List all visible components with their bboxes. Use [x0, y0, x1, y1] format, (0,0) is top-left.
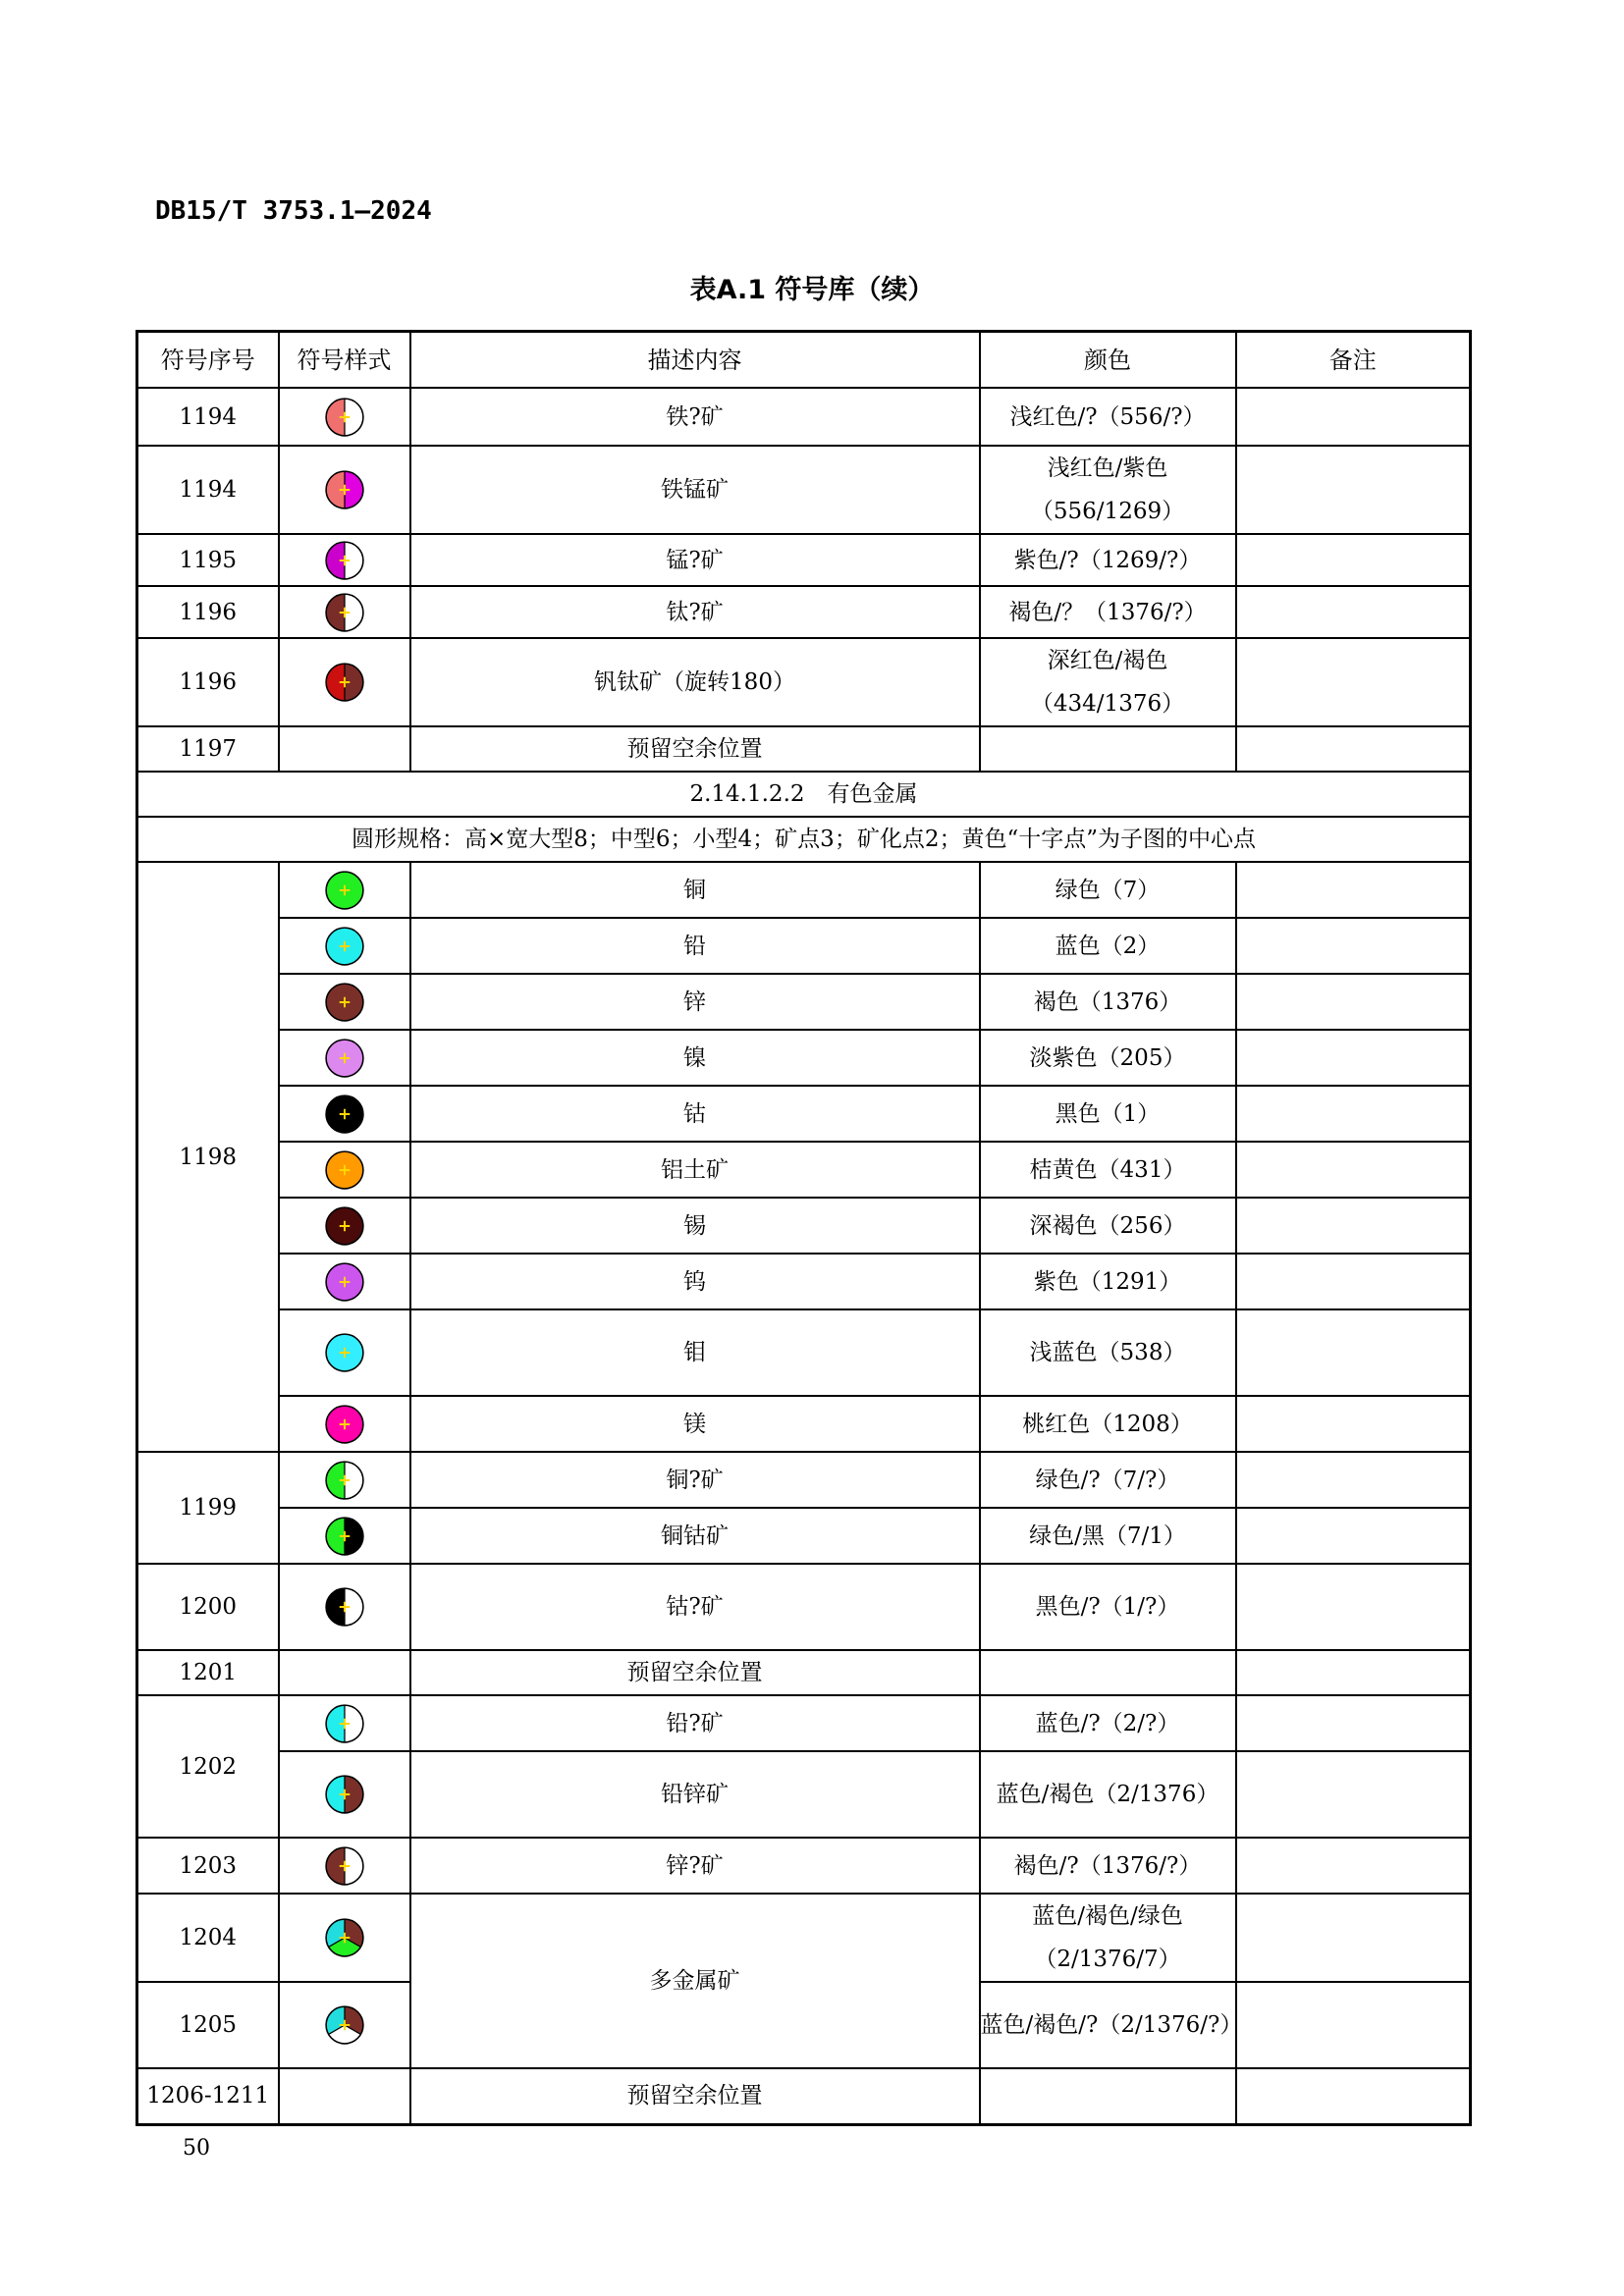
cell-color: 黑色/?（1/?） — [980, 1564, 1236, 1650]
nickel-icon — [324, 1038, 365, 1079]
table-header-row — [137, 332, 1471, 389]
cell-color: 深褐色（256） — [980, 1198, 1236, 1254]
polymetallic-mine-icon — [324, 1917, 365, 1958]
table-row — [137, 1650, 1471, 1695]
cell-num: 1205 — [137, 1982, 279, 2068]
cell-note — [1236, 974, 1471, 1030]
cell-num: 1200 — [137, 1564, 279, 1650]
cell-symbol — [279, 388, 410, 446]
cell-color: 桔黄色（431） — [980, 1142, 1236, 1198]
table-row — [137, 1508, 1471, 1564]
col-header-num: 符号序号 — [137, 332, 279, 389]
cell-symbol — [279, 1309, 410, 1396]
table-row — [137, 1564, 1471, 1650]
cell-note — [1236, 1650, 1471, 1695]
col-header-desc: 描述内容 — [410, 332, 980, 389]
section-title-row — [137, 772, 1471, 817]
cell-desc: 锰?矿 — [410, 534, 980, 586]
polymetallic-mine-point-icon — [324, 2004, 365, 2046]
col-header-note: 备注 — [1236, 332, 1471, 389]
cell-desc: 钒钛矿（旋转180） — [410, 638, 980, 726]
cell-color: 紫色（1291） — [980, 1254, 1236, 1309]
cell-desc: 铅 — [410, 918, 980, 974]
cell-desc: 镁 — [410, 1396, 980, 1452]
lead-icon — [324, 926, 365, 967]
cell-desc: 铜 — [410, 862, 980, 918]
iron-manganese-mine-icon — [324, 469, 365, 510]
cell-desc: 铝土矿 — [410, 1142, 980, 1198]
cell-num: 1197 — [137, 726, 279, 772]
cell-color: 褐色/?（1376/?） — [980, 1838, 1236, 1894]
cell-note — [1236, 1030, 1471, 1086]
cell-color: 蓝色/褐色/绿色（2/1376/7） — [980, 1894, 1236, 1982]
cell-num: 1194 — [137, 388, 279, 446]
cell-color: 浅蓝色（538） — [980, 1309, 1236, 1396]
symbol-library-table — [135, 330, 1472, 2126]
table-row — [137, 1396, 1471, 1452]
cell-num: 1196 — [137, 638, 279, 726]
manganese-mine-point-icon — [324, 540, 365, 581]
cell-num: 1199 — [137, 1452, 279, 1564]
cell-note — [1236, 1508, 1471, 1564]
cell-note — [1236, 638, 1471, 726]
cell-desc: 铁锰矿 — [410, 446, 980, 534]
table-row — [137, 638, 1471, 726]
table-row — [137, 1086, 1471, 1142]
cell-color — [980, 1650, 1236, 1695]
table-row — [137, 1838, 1471, 1894]
cell-color: 蓝色/褐色（2/1376） — [980, 1751, 1236, 1838]
cell-note — [1236, 1309, 1471, 1396]
zinc-icon — [324, 982, 365, 1023]
cell-note — [1236, 388, 1471, 446]
cell-symbol — [279, 2068, 410, 2124]
cell-desc: 钛?矿 — [410, 586, 980, 638]
cell-desc: 铅?矿 — [410, 1695, 980, 1751]
table-row — [137, 974, 1471, 1030]
cell-desc: 铅锌矿 — [410, 1751, 980, 1838]
cell-desc: 钼 — [410, 1309, 980, 1396]
cell-desc: 镍 — [410, 1030, 980, 1086]
cell-symbol — [279, 862, 410, 918]
lead-mine-point-icon — [324, 1703, 365, 1744]
cell-num: 1194 — [137, 446, 279, 534]
cell-color: 黑色（1） — [980, 1086, 1236, 1142]
tin-icon — [324, 1205, 365, 1247]
cell-symbol — [279, 1564, 410, 1650]
cell-color: 绿色（7） — [980, 862, 1236, 918]
magnesium-icon — [324, 1404, 365, 1445]
cobalt-mine-point-icon — [324, 1586, 365, 1628]
cell-note — [1236, 1751, 1471, 1838]
lead-zinc-mine-icon — [324, 1774, 365, 1815]
section-title: 2.14.1.2.2 有色金属 — [137, 772, 1471, 817]
cell-symbol — [279, 638, 410, 726]
tungsten-icon — [324, 1261, 365, 1303]
titanium-mine-point-icon — [324, 592, 365, 633]
page-number: 50 — [183, 2136, 210, 2161]
cell-symbol — [279, 1838, 410, 1894]
cell-desc: 预留空余位置 — [410, 2068, 980, 2124]
cell-symbol — [279, 1508, 410, 1564]
cobalt-icon — [324, 1094, 365, 1135]
table-row — [137, 1142, 1471, 1198]
cell-num: 1196 — [137, 586, 279, 638]
table-row — [137, 2068, 1471, 2124]
cell-desc: 锡 — [410, 1198, 980, 1254]
cell-color: 褐色/？（1376/?） — [980, 586, 1236, 638]
vanadium-titanium-mine-icon — [324, 662, 365, 703]
cell-desc: 铜钴矿 — [410, 1508, 980, 1564]
cell-symbol — [279, 1894, 410, 1982]
cell-color: 蓝色（2） — [980, 918, 1236, 974]
cell-note — [1236, 1086, 1471, 1142]
cell-symbol — [279, 1695, 410, 1751]
cell-note — [1236, 1894, 1471, 1982]
table-row — [137, 1030, 1471, 1086]
cell-note — [1236, 1396, 1471, 1452]
cell-note — [1236, 586, 1471, 638]
table-row — [137, 1894, 1471, 1982]
cell-color: 蓝色/?（2/?） — [980, 1695, 1236, 1751]
table-row — [137, 918, 1471, 974]
iron-mine-point-icon — [324, 397, 365, 438]
standard-code: DB15/T 3753.1—2024 — [155, 196, 432, 226]
cell-num: 1202 — [137, 1695, 279, 1838]
table-row — [137, 862, 1471, 918]
cell-color: 浅红色/紫色（556/1269） — [980, 446, 1236, 534]
cell-desc: 预留空余位置 — [410, 726, 980, 772]
cell-desc: 锌?矿 — [410, 1838, 980, 1894]
cell-note — [1236, 1452, 1471, 1508]
cell-symbol — [279, 974, 410, 1030]
cell-symbol — [279, 1396, 410, 1452]
cell-symbol — [279, 1650, 410, 1695]
cell-symbol — [279, 1452, 410, 1508]
cell-note — [1236, 726, 1471, 772]
cell-note — [1236, 534, 1471, 586]
cell-num: 1201 — [137, 1650, 279, 1695]
table-row — [137, 1309, 1471, 1396]
table-row — [137, 1198, 1471, 1254]
table-row — [137, 1254, 1471, 1309]
bauxite-icon — [324, 1149, 365, 1191]
table-row — [137, 726, 1471, 772]
cell-num: 1206-1211 — [137, 2068, 279, 2124]
cell-color: 绿色/黑（7/1） — [980, 1508, 1236, 1564]
cell-symbol — [279, 586, 410, 638]
cell-note — [1236, 1198, 1471, 1254]
cell-note — [1236, 1982, 1471, 2068]
cell-num: 1198 — [137, 862, 279, 1452]
cell-symbol — [279, 1198, 410, 1254]
cell-color: 浅红色/?（556/?） — [980, 388, 1236, 446]
cell-symbol — [279, 1982, 410, 2068]
cell-color: 桃红色（1208） — [980, 1396, 1236, 1452]
table-row — [137, 1452, 1471, 1508]
spec-note-row — [137, 817, 1471, 862]
zinc-mine-point-icon — [324, 1845, 365, 1887]
cell-note — [1236, 446, 1471, 534]
cell-note — [1236, 918, 1471, 974]
cell-note — [1236, 1142, 1471, 1198]
cell-note — [1236, 1254, 1471, 1309]
cell-color: 淡紫色（205） — [980, 1030, 1236, 1086]
cell-desc: 预留空余位置 — [410, 1650, 980, 1695]
cell-note — [1236, 1564, 1471, 1650]
cell-color: 绿色/?（7/?） — [980, 1452, 1236, 1508]
cell-desc: 多金属矿 — [410, 1894, 980, 2068]
cell-symbol — [279, 726, 410, 772]
copper-cobalt-mine-icon — [324, 1516, 365, 1557]
table-row — [137, 1695, 1471, 1751]
cell-desc: 铜?矿 — [410, 1452, 980, 1508]
cell-symbol — [279, 534, 410, 586]
cell-num: 1195 — [137, 534, 279, 586]
col-header-color: 颜色 — [980, 332, 1236, 389]
cell-symbol — [279, 1254, 410, 1309]
cell-color — [980, 726, 1236, 772]
copper-mine-point-icon — [324, 1460, 365, 1501]
cell-color: 紫色/?（1269/?） — [980, 534, 1236, 586]
cell-desc: 铁?矿 — [410, 388, 980, 446]
cell-desc: 锌 — [410, 974, 980, 1030]
spec-note: 圆形规格：高×宽大型8；中型6；小型4；矿点3；矿化点2；黄色“十字点”为子图的中心点 — [137, 817, 1471, 862]
table-row — [137, 388, 1471, 446]
table-caption: 表A.1 符号库（续） — [689, 275, 935, 305]
table-row — [137, 586, 1471, 638]
cell-desc: 钴?矿 — [410, 1564, 980, 1650]
cell-desc: 钨 — [410, 1254, 980, 1309]
cell-note — [1236, 1695, 1471, 1751]
cell-note — [1236, 862, 1471, 918]
cell-color: 蓝色/褐色/?（2/1376/?） — [980, 1982, 1236, 2068]
col-header-symbol: 符号样式 — [279, 332, 410, 389]
table-row — [137, 1751, 1471, 1838]
cell-color — [980, 2068, 1236, 2124]
cell-symbol — [279, 1030, 410, 1086]
cell-color: 深红色/褐色（434/1376） — [980, 638, 1236, 726]
cell-color: 褐色（1376） — [980, 974, 1236, 1030]
cell-note — [1236, 1838, 1471, 1894]
copper-icon — [324, 870, 365, 911]
cell-num: 1203 — [137, 1838, 279, 1894]
cell-symbol — [279, 1751, 410, 1838]
cell-symbol — [279, 446, 410, 534]
cell-note — [1236, 2068, 1471, 2124]
cell-desc: 钴 — [410, 1086, 980, 1142]
table-row — [137, 446, 1471, 534]
cell-symbol — [279, 1142, 410, 1198]
table-row — [137, 534, 1471, 586]
cell-num: 1204 — [137, 1894, 279, 1982]
cell-symbol — [279, 918, 410, 974]
cell-symbol — [279, 1086, 410, 1142]
molybdenum-icon — [324, 1332, 365, 1373]
